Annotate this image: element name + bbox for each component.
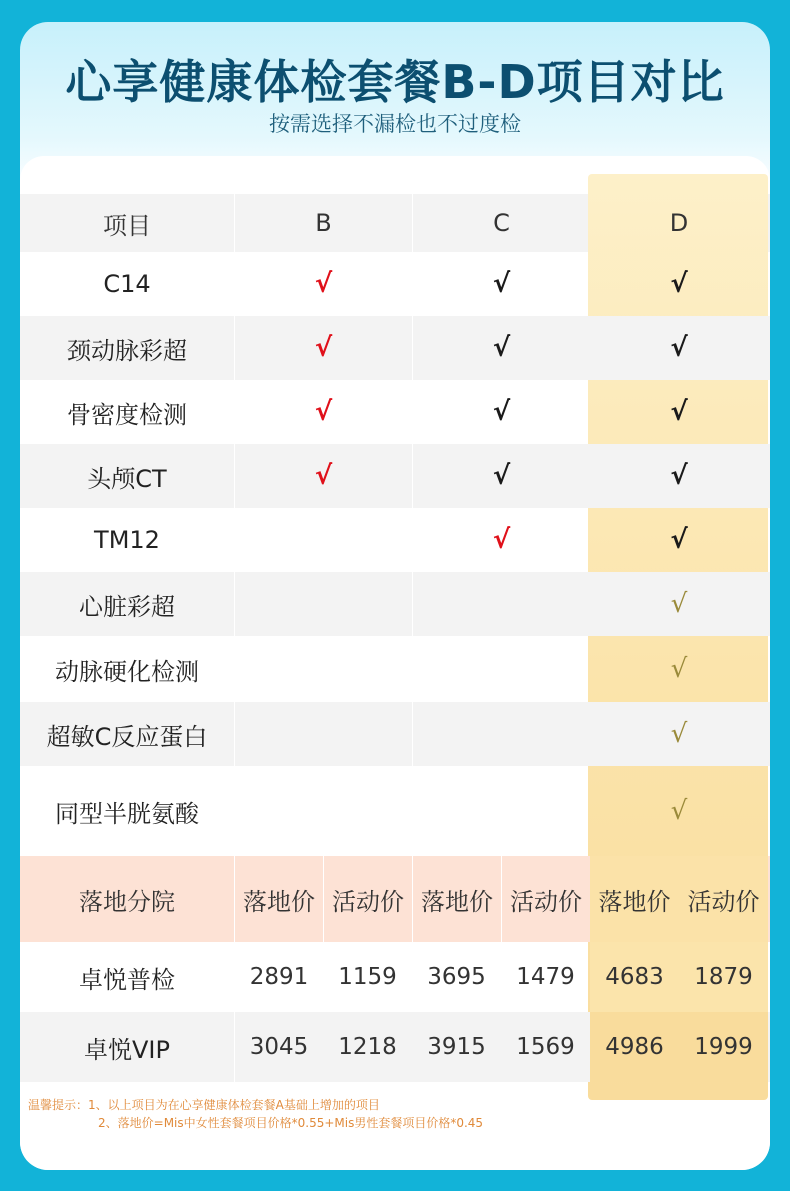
- table-row: [20, 380, 770, 444]
- check-d: √: [670, 461, 688, 491]
- price-header-c-promo: 活动价: [501, 856, 590, 942]
- price-header-c-land: 落地价: [412, 856, 501, 942]
- table-row: [20, 636, 770, 702]
- check-d: √: [670, 333, 688, 363]
- footnote: [28, 1096, 483, 1132]
- check-c: [412, 766, 590, 856]
- price-header-d-land: 落地价: [590, 856, 679, 942]
- row-item-name: TM12: [94, 526, 160, 554]
- row-item-name: 骨密度检测: [67, 400, 187, 429]
- price-b-land: 2891: [234, 942, 323, 1012]
- price-c-land: 3915: [427, 1034, 486, 1060]
- price-b-promo: 1218: [338, 1034, 397, 1060]
- check-d: √: [670, 796, 688, 826]
- price-d-promo: 1879: [679, 942, 768, 1012]
- check-b: √: [234, 252, 412, 316]
- price-d-land: 4683: [590, 942, 679, 1012]
- price-header-b-land: 落地价: [234, 856, 323, 942]
- row-item-name: 颈动脉彩超: [67, 336, 187, 365]
- check-d: √: [670, 719, 688, 749]
- table-row: [20, 444, 770, 508]
- check-b: [234, 702, 412, 766]
- check-c: [412, 572, 590, 636]
- check-b: [234, 636, 412, 702]
- header-c: C: [412, 194, 590, 252]
- check-d: √: [670, 654, 688, 684]
- price-header-label: 落地分院: [79, 887, 175, 916]
- price-c-promo: 1569: [516, 1034, 575, 1060]
- header-d-label: D: [669, 209, 689, 237]
- price-c-land: 3695: [427, 964, 486, 990]
- row-item-name: C14: [103, 270, 151, 298]
- check-b: [234, 508, 412, 572]
- header-b: B: [234, 194, 412, 252]
- row-item-name: 心脏彩超: [79, 592, 175, 621]
- page-title: 心享健康体检套餐B-D项目对比: [65, 55, 725, 109]
- price-header-b-promo: 活动价: [323, 856, 412, 942]
- page-subtitle: 按需选择不漏检也不过度检: [269, 112, 521, 136]
- check-b: [234, 766, 412, 856]
- row-item-name: 同型半胱氨酸: [55, 799, 199, 828]
- check-d: √: [670, 525, 688, 555]
- price-b-promo: 1159: [338, 964, 397, 990]
- table-row: [20, 572, 770, 636]
- check-b: √: [234, 444, 412, 508]
- table-row: [20, 316, 770, 380]
- row-item-name: 头颅CT: [87, 464, 167, 493]
- check-c: √: [412, 444, 590, 508]
- price-row: [20, 1012, 770, 1082]
- check-d: √: [670, 269, 688, 299]
- price-c-promo: 1479: [516, 964, 575, 990]
- check-c: √: [412, 316, 590, 380]
- price-row-name: 卓悦VIP: [84, 1035, 170, 1064]
- row-item-name: 超敏C反应蛋白: [46, 722, 208, 751]
- footnote-line-2: 2、落地价=Mis中女性套餐项目价格*0.55+Mis男性套餐项目价格*0.45: [98, 1116, 484, 1130]
- check-d: √: [670, 397, 688, 427]
- table-row: [20, 766, 770, 856]
- table-row: [20, 702, 770, 766]
- check-b: √: [234, 380, 412, 444]
- price-d-land: 4986: [590, 1012, 679, 1082]
- price-row: [20, 942, 770, 1012]
- price-row-name: 卓悦普检: [79, 965, 175, 994]
- check-c: √: [412, 252, 590, 316]
- price-header-d-promo: 活动价: [679, 856, 768, 942]
- check-c: √: [412, 508, 590, 572]
- check-c: [412, 636, 590, 702]
- check-b: [234, 572, 412, 636]
- price-d-promo: 1999: [679, 1012, 768, 1082]
- check-d: √: [670, 589, 688, 619]
- table-row: [20, 508, 770, 572]
- price-b-land: 3045: [234, 1012, 323, 1082]
- price-header-row: [20, 856, 770, 942]
- footnote-line-1: 温馨提示：1、以上项目为在心享健康体检套餐A基础上增加的项目: [28, 1098, 380, 1112]
- header-item: 项目: [103, 211, 151, 240]
- check-c: [412, 702, 590, 766]
- table-row: [20, 252, 770, 316]
- check-b: √: [234, 316, 412, 380]
- comparison-card: [20, 22, 770, 1170]
- row-item-name: 动脉硬化检测: [55, 657, 199, 686]
- check-c: √: [412, 380, 590, 444]
